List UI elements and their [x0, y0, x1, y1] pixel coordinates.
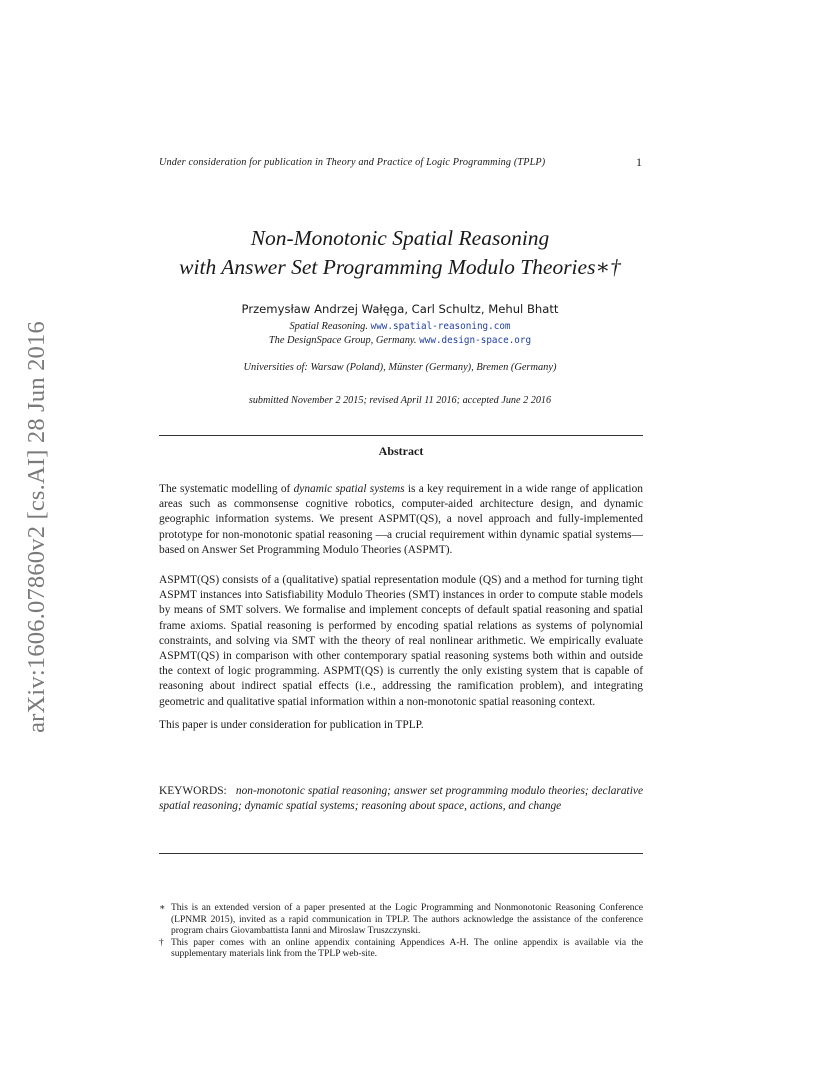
footnote-2-mark: †	[159, 937, 164, 948]
keywords-text: non-monotonic spatial reasoning; answer set programming modulo theories; declarative spatial reasoning; dynamic spatial systems; reasoning about space, actions, and change	[159, 785, 643, 813]
abstract-top-rule	[159, 435, 643, 436]
affiliation-2	[100, 335, 700, 346]
keywords-label: KEYWORDS:	[159, 785, 227, 797]
universities-line: Universities of: Warsaw (Poland), Münster (Germany), Bremen (Germany)	[243, 362, 557, 373]
footnote-2-text: This paper comes with an online appendix containing Appendices A-H. The online appendix is available via the supplementary materials link from the TPLP web-site.	[171, 937, 643, 960]
abstract-p1-start: The systematic modelling of	[159, 483, 294, 495]
affiliation-1-text: Spatial Reasoning.	[289, 321, 368, 332]
title-line-1: Non-Monotonic Spatial Reasoning	[250, 226, 550, 250]
footnote-1-text: This is an extended version of a paper presented at the Logic Programming and Nonmonotonic Reasoning Conference (LPNMR 2015), invited as a rapid communication in TPLP. The authors acknowledge the assistance of the conference program chairs Giovambattista Ianni and Miroslaw Truszczynski.	[171, 903, 643, 937]
affiliation-1-link[interactable]: www.spatial-reasoning.com	[370, 321, 511, 332]
arxiv-stamp: arXiv:1606.07860v2 [cs.AI] 28 Jun 2016	[23, 321, 50, 733]
abstract-p1-emphasis: dynamic spatial systems	[293, 483, 405, 495]
abstract-paragraph-1	[159, 482, 643, 565]
page-number: 1	[636, 155, 642, 169]
footnote-1	[159, 903, 643, 938]
abstract-heading: Abstract	[378, 444, 424, 458]
affiliation-1	[100, 321, 700, 332]
keywords	[159, 784, 643, 814]
abstract-p1-end: is a key requirement in a wide range of application areas such as commonsense cognitive robotics, computer-aided architecture design, and dynamic geographic information systems. We present ASPMT(QS), a novel approach and fully-implemented prototype for non-monotonic spatial reasoning —a crucial requirement within dynamic spatial systems— based on Answer Set Programming Modulo Theories (ASPMT).	[159, 483, 643, 556]
submission-dates: submitted November 2 2015; revised April 11 2016; accepted June 2 2016	[248, 395, 552, 406]
abstract-body	[159, 482, 643, 741]
footnote-1-mark: ∗	[159, 903, 166, 913]
affiliation-2-link[interactable]: www.design-space.org	[419, 335, 532, 346]
affiliation-2-text: The DesignSpace Group, Germany.	[268, 335, 417, 346]
abstract-paragraph-2: ASPMT(QS) consists of a (qualitative) spatial representation module (QS) and a method for turning tight ASPMT instances into Satisfiability Modulo Theories (SMT) instances in order to compute stable models by means of SMT solvers. We formalise and implement concepts of default spatial reasoning and spatial frame axioms. Spatial reasoning is performed by encoding spatial relations as systems of polynomial constraints, and solving via SMT with the theory of real nonlinear arithmetic. We empirically evaluate ASPMT(QS) in comparison with other contemporary spatial reasoning systems both within and outside the context of logic programming. ASPMT(QS) is currently the only existing system that is capable of reasoning about indirect spatial effects (i.e., addressing the ramification problem), and integrating geometric and qualitative spatial information within a non-monotonic spatial reasoning context.	[159, 574, 643, 708]
abstract-bottom-rule	[159, 853, 643, 854]
running-head: Under consideration for publication in Theory and Practice of Logic Programming (TPLP)	[159, 157, 546, 168]
author-list: Przemysław Andrzej Wałęga, Carl Schultz, Mehul Bhatt	[241, 302, 559, 316]
footnote-2	[159, 938, 643, 961]
footnotes	[159, 903, 643, 961]
abstract-paragraph-3: This paper is under consideration for publication in TPLP.	[159, 718, 424, 731]
paper-title	[100, 224, 700, 282]
title-line-2: with Answer Set Programming Modulo Theories∗†	[179, 255, 621, 279]
